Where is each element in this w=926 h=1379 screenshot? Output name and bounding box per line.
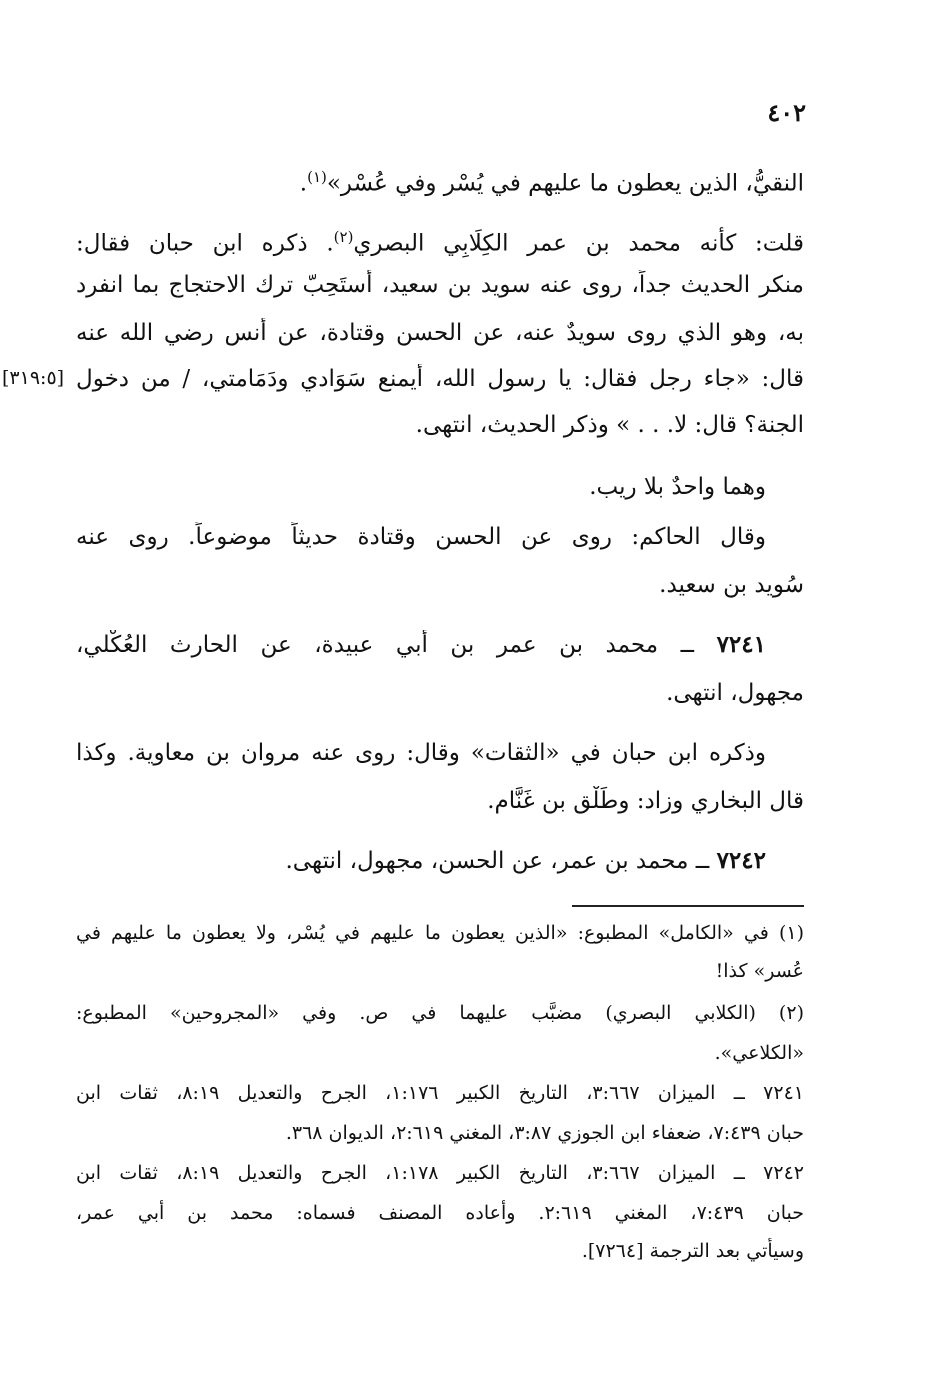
reference-7242-line-3: وسيأتي بعد الترجمة [٧٢٦٤]. xyxy=(581,1240,804,1262)
footnote-1-line-2: عُسر» كذا! xyxy=(715,960,804,982)
footnote-1-line-1: (١) في «الكامل» المطبوع: «الذين يعطون ما عليهم في يُسْر، ولا يعطون ما عليهم في xyxy=(76,922,804,944)
text-line-8: وقال الحاكم: روى عن الحسن وقتادة حديثاً موضوعاً. روى عنه xyxy=(76,524,766,550)
text-line-3: منكر الحديث جداً، روى عنه سويد بن سعيد، أستَحِبّ ترك الاحتجاج بما انفرد xyxy=(76,272,804,298)
footnote-ref-1: (١) xyxy=(307,168,327,186)
text-line-7: وهما واحدٌ بلا ريب. xyxy=(589,474,766,500)
text-line-12: وذكره ابن حبان في «الثقات» وقال: روى عنه مروان بن معاوية. وكذا xyxy=(76,740,766,766)
text-line-6: الجنة؟ قال: لا. . . » وذكر الحديث، انتهى. xyxy=(415,412,804,438)
margin-reference: [٣١٩:٥] xyxy=(2,367,65,389)
footnote-2-line-1: (٢) (الكلابي البصري) مضبَّب عليهما في ص. وفي «المجروحين» المطبوع: xyxy=(76,1002,804,1024)
reference-7242-line-1: ٧٢٤٢ ــ الميزان ٣:٦٦٧، التاريخ الكبير ١:١٧٨، الجرح والتعديل ٨:١٩، ثقات ابن xyxy=(76,1162,804,1184)
text-line-2: قلت: كأنه محمد بن عمر الكِلَابِي البصري$^{(٢)}$. ذكره ابن حبان فقال: xyxy=(76,228,804,257)
reference-7241-line-2: حبان ٧:٤٣٩، ضعفاء ابن الجوزي ٣:٨٧، المغني ٢:٦١٩، الديوان ٣٦٨. xyxy=(285,1122,804,1144)
entry-number: ٧٢٤١ xyxy=(716,631,766,658)
text-line-5: قال: «جاء رجل فقال: يا رسول الله، أيمنع سَوَادي ودَمَامتي، / من دخول xyxy=(76,366,804,392)
text-line-11: مجهول، انتهى. xyxy=(666,680,804,706)
text-line-4: به، وهو الذي روى سويدٌ عنه، عن الحسن وقتادة، عن أنس رضي الله عنه xyxy=(76,320,804,346)
footnote-separator xyxy=(572,905,804,907)
page-number: ٤٠٢ xyxy=(767,98,806,127)
text-line-13: قال البخاري وزاد: وطَلْق بن غَنَّام. xyxy=(487,788,804,814)
text-line-1: النقيُّ، الذين يعطون ما عليهم في يُسْر وفي عُسْر»$^{(١)}$. xyxy=(299,168,804,197)
footnote-ref-2: (٢) xyxy=(333,228,354,246)
reference-7242-line-2: حبان ٧:٤٣٩، المغني ٢:٦١٩. وأعاده المصنف فسماه: محمد بن أبي عمر، xyxy=(76,1202,804,1224)
reference-7241-line-1: ٧٢٤١ ــ الميزان ٣:٦٦٧، التاريخ الكبير ١:١٧٦، الجرح والتعديل ٨:١٩، ثقات ابن xyxy=(76,1082,804,1104)
footnote-2-line-2: «الكلاعي». xyxy=(714,1042,804,1064)
entry-7242: ٧٢٤٢ ــ محمد بن عمر، عن الحسن، مجهول، انتهى. xyxy=(285,847,766,874)
entry-7241: ٧٢٤١ ــ محمد بن عمر بن أبي عبيدة، عن الحارث العُكْلي، xyxy=(76,631,766,658)
text-line-9: سُويد بن سعيد. xyxy=(659,572,804,598)
entry-number: ٧٢٤٢ xyxy=(716,847,766,874)
